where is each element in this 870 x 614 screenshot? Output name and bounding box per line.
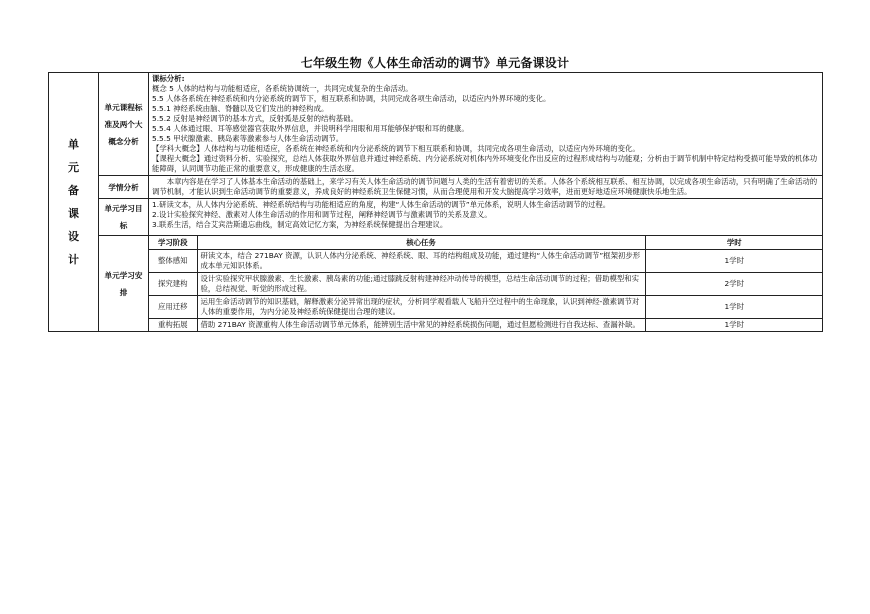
hours-cell: 1学时 <box>645 296 823 319</box>
stage-cell: 重构拓展 <box>149 319 197 332</box>
goal-item: 3.联系生活，结合艾宾浩斯遗忘曲线，制定高效记忆方案，为神经系统保健提出合理建议。 <box>152 220 448 229</box>
arrangement-header-row <box>149 236 823 250</box>
standards-line: 概念 5 人体的结构与功能相适应，各系统协调统一，共同完成复杂的生命活动。 <box>152 84 413 93</box>
table-row <box>149 319 823 332</box>
row-goals <box>49 199 823 236</box>
learning-label: 学情分析 <box>99 176 149 199</box>
side-label-cell <box>49 73 99 332</box>
standards-content <box>149 73 823 176</box>
standards-line: 5.5.5 甲状腺激素、胰岛素等激素参与人体生命活动调节。 <box>152 134 344 143</box>
course-concept: 【课程大概念】通过资料分析、实验探究，总结人体获取外界信息并通过神经系统、内分泌系统对机体内外环境变化作出反应的过程形成结构与功能观；分析由于调节机制中特定结构受损可能导致的机体功能障碍，认同调节功能正常的重要意义，形成健康的生活态度。 <box>152 154 818 173</box>
stage-cell: 应用迁移 <box>149 296 197 319</box>
goal-item: 1.研读文本，从人体内分泌系统、神经系统结构与功能相适应的角度，构建“人体生命活动的调节”单元体系，说明人体生命活动调节的过程。 <box>152 200 611 209</box>
arrangement-label: 单元学习安排 <box>99 236 149 332</box>
hours-cell: 1学时 <box>645 250 823 273</box>
standards-line: 5.5 人体各系统在神经系统和内分泌系统的调节下，相互联系和协调，共同完成各项生命活动，以适应内外界环境的变化。 <box>152 94 551 103</box>
row-arrangement <box>49 236 823 332</box>
standards-heading: 课标分析: <box>152 74 185 83</box>
hours-cell: 2学时 <box>645 273 823 296</box>
standards-line: 5.5.4 人体通过眼、耳等感觉器官获取外界信息，并说明科学用眼和用耳能够保护眼和耳的健康。 <box>152 124 469 133</box>
task-cell: 运用生命活动调节的知识基础，解释激素分泌异常出现的症状，分析同学观看载人飞船升空过程中的生命现象，认识到神经-激素调节对人体的重要作用，为内分泌及神经系统保健提出合理的建议。 <box>197 296 645 319</box>
stage-cell: 探究建构 <box>149 273 197 296</box>
task-cell: 研读文本，结合 271BAY 资源，认识人体内分泌系统、神经系统、眼、耳的结构组成及功能，通过建构“人体生命活动调节”框架初步形成本单元知识体系。 <box>197 250 645 273</box>
hours-cell: 1学时 <box>724 320 744 329</box>
task-cell: 借助 271BAY 资源重构人体生命活动调节单元体系，能辨别生活中常见的神经系统损伤问题，通过但愿检测进行自我达标、查漏补缺。 <box>197 319 645 332</box>
row-standards <box>49 73 823 176</box>
arrangement-table <box>149 236 823 331</box>
table-row <box>149 273 823 296</box>
side-char: 计 <box>68 253 79 266</box>
page-title: 七年级生物《人体生命活动的调节》单元备课设计 <box>300 56 570 70</box>
row-learning <box>49 176 823 199</box>
header-task: 核心任务 <box>197 236 645 250</box>
task-cell: 设计实验探究甲状腺激素、生长激素、胰岛素的功能;通过膝跳反射构建神经冲动传导的模型，总结生命活动调节的过程；借助模型和实验，总结视觉、听觉的形成过程。 <box>197 273 645 296</box>
goals-content <box>149 199 823 236</box>
standards-label: 单元课程标准及两个大概念分析 <box>99 73 149 176</box>
side-char: 单 <box>68 138 79 151</box>
side-char: 备 <box>68 184 79 197</box>
learning-text: 本章内容是在学习了人体基本生命活动的基础上，来学习有关人体生命活动的调节问题与人类的生活有着密切的关系。人体各个系统相互联系、相互协调，以完成各项生命活动，只有明确了生命活动的调节机制，才能认识到生命活动调节的重要意义，养成良好的神经系统卫生保健习惯，从而合理使用和开发大脑提高学习效率，进而更好地适应环境健康快乐地生活。 <box>152 177 818 196</box>
table-row <box>149 296 823 319</box>
side-char: 课 <box>68 207 79 220</box>
arrangement-content <box>149 236 823 332</box>
lesson-plan-table <box>48 72 823 332</box>
discipline-concept: 【学科大概念】人体结构与功能相适应，各系统在神经系统和内分泌系统的调节下相互联系和协调，共同完成各项生命活动，以适应内外环境的变化。 <box>152 144 640 153</box>
learning-content <box>149 176 823 199</box>
stage-cell: 整体感知 <box>149 250 197 273</box>
header-stage: 学习阶段 <box>149 236 197 250</box>
goal-item: 2.设计实验探究神经、激素对人体生命活动的作用和调节过程，阐释神经调节与激素调节的关系及意义。 <box>152 210 492 219</box>
side-char: 设 <box>68 230 79 243</box>
standards-line: 5.5.2 反射是神经调节的基本方式，反射弧是反射的结构基础。 <box>152 114 358 123</box>
standards-line: 5.5.1 神经系统由脑、脊髓以及它们发出的神经构成。 <box>152 104 329 113</box>
table-row <box>149 250 823 273</box>
goals-label: 单元学习目标 <box>99 199 149 236</box>
header-hours: 学时 <box>645 236 823 250</box>
side-char: 元 <box>68 161 79 174</box>
